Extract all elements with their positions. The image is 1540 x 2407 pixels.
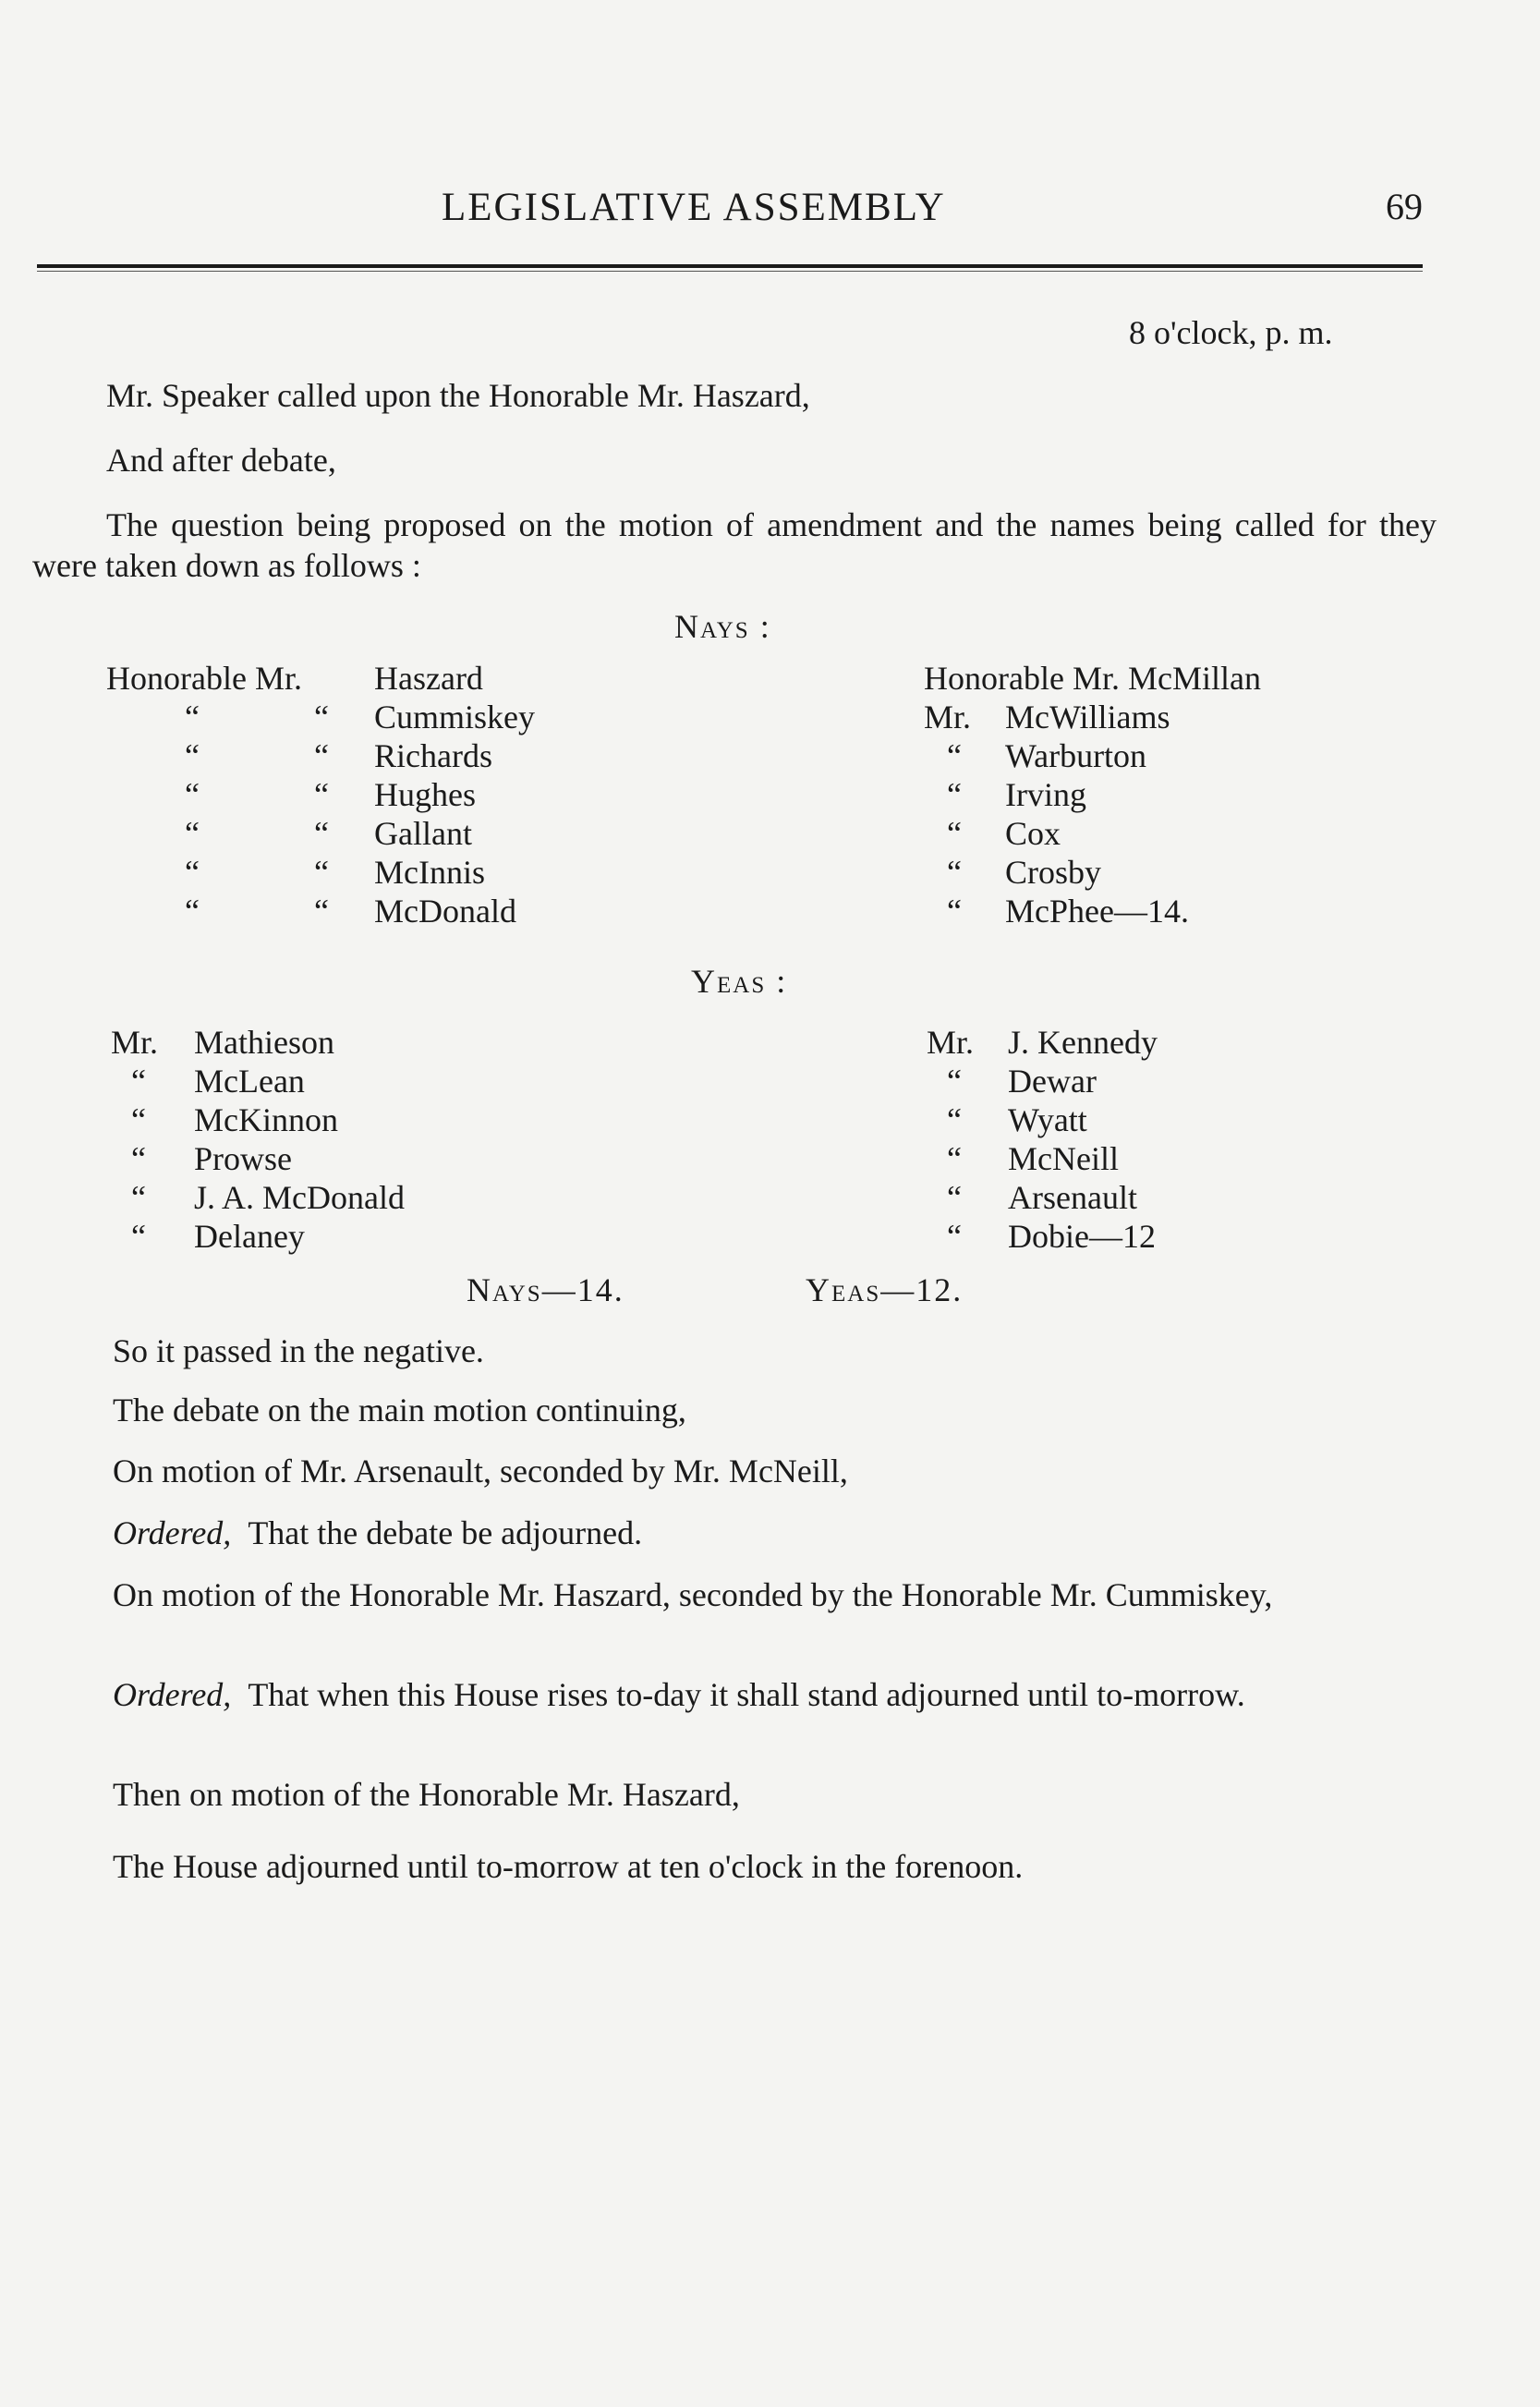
list-item: “ McPhee—14. <box>947 893 1189 930</box>
nays-heading: Nays : <box>674 608 771 645</box>
list-item: “ “ McInnis <box>185 854 485 891</box>
list-item: Honorable Mr. Haszard <box>106 660 483 697</box>
yeas-right-list <box>927 1023 1158 1256</box>
list-item: Mr. J. Kennedy <box>927 1024 1158 1061</box>
ordered-paragraph-2: Ordered, That when this House rises to-day it shall stand adjourned until to-morrow. <box>113 1676 1245 1713</box>
list-item: “ “ Hughes <box>185 776 476 813</box>
list-item: “ Wyatt <box>947 1101 1087 1138</box>
list-item: “ Crosby <box>947 854 1102 891</box>
list-item: Honorable Mr. McMillan <box>924 660 1261 697</box>
list-item: “ “ Richards <box>185 737 492 774</box>
main-motion-paragraph: The debate on the main motion continuing, <box>113 1392 686 1428</box>
adjourned-paragraph: The House adjourned until to-morrow at ten o'clock in the forenoon. <box>113 1848 1024 1885</box>
then-motion-paragraph: Then on motion of the Honorable Mr. Haszard, <box>113 1776 740 1813</box>
list-item: “ McKinnon <box>131 1101 338 1138</box>
yeas-total: Yeas—12. <box>806 1271 964 1308</box>
list-item: Mr. McWilliams <box>924 699 1170 735</box>
list-item: “ McNeill <box>947 1140 1119 1177</box>
nays-right-list <box>924 659 1261 930</box>
arsenault-motion-paragraph: On motion of Mr. Arsenault, seconded by Mr. McNeill, <box>113 1453 848 1489</box>
list-item: “ “ Gallant <box>185 815 472 852</box>
list-item: “ Warburton <box>947 737 1147 774</box>
header-rule <box>37 264 1423 268</box>
after-debate-paragraph: And after debate, <box>106 442 336 479</box>
list-item: “ Irving <box>947 776 1086 813</box>
ordered-paragraph-1: Ordered, That the debate be adjourned. <box>113 1514 643 1551</box>
page-number: 69 <box>1386 186 1423 227</box>
list-item: “ McLean <box>131 1063 305 1100</box>
haszard-motion-paragraph: On motion of the Honorable Mr. Haszard, seconded by the Honorable Mr. Cummiskey, <box>113 1576 1273 1613</box>
time-note: 8 o'clock, p. m. <box>1129 314 1333 351</box>
list-item: “ Dobie—12 <box>947 1218 1156 1255</box>
ordered-label: Ordered, <box>113 1514 232 1551</box>
speaker-paragraph: Mr. Speaker called upon the Honorable Mr. Haszard, <box>106 377 810 414</box>
ordered-label: Ordered, <box>113 1676 232 1713</box>
page-header-title: LEGISLATIVE ASSEMBLY <box>442 186 946 229</box>
list-item: “ Cox <box>947 815 1061 852</box>
header-rule-thin <box>37 271 1423 272</box>
nays-total: Nays—14. <box>467 1271 624 1308</box>
list-item: “ Delaney <box>131 1218 305 1255</box>
list-item: “ J. A. McDonald <box>131 1179 405 1216</box>
list-item: “ Arsenault <box>947 1179 1137 1216</box>
list-item: “ Prowse <box>131 1140 292 1177</box>
yeas-heading: Yeas : <box>691 963 788 1000</box>
list-item: Mr. Mathieson <box>111 1024 334 1061</box>
negative-paragraph: So it passed in the negative. <box>113 1332 484 1369</box>
list-item: “ Dewar <box>947 1063 1097 1100</box>
list-item: “ “ Cummiskey <box>185 699 536 735</box>
question-paragraph: The question being proposed on the motion of amendment and the names being called for they were taken down as follows : <box>32 506 1437 584</box>
nays-left-list <box>106 659 535 930</box>
list-item: “ “ McDonald <box>185 893 516 930</box>
yeas-left-list <box>111 1023 405 1256</box>
